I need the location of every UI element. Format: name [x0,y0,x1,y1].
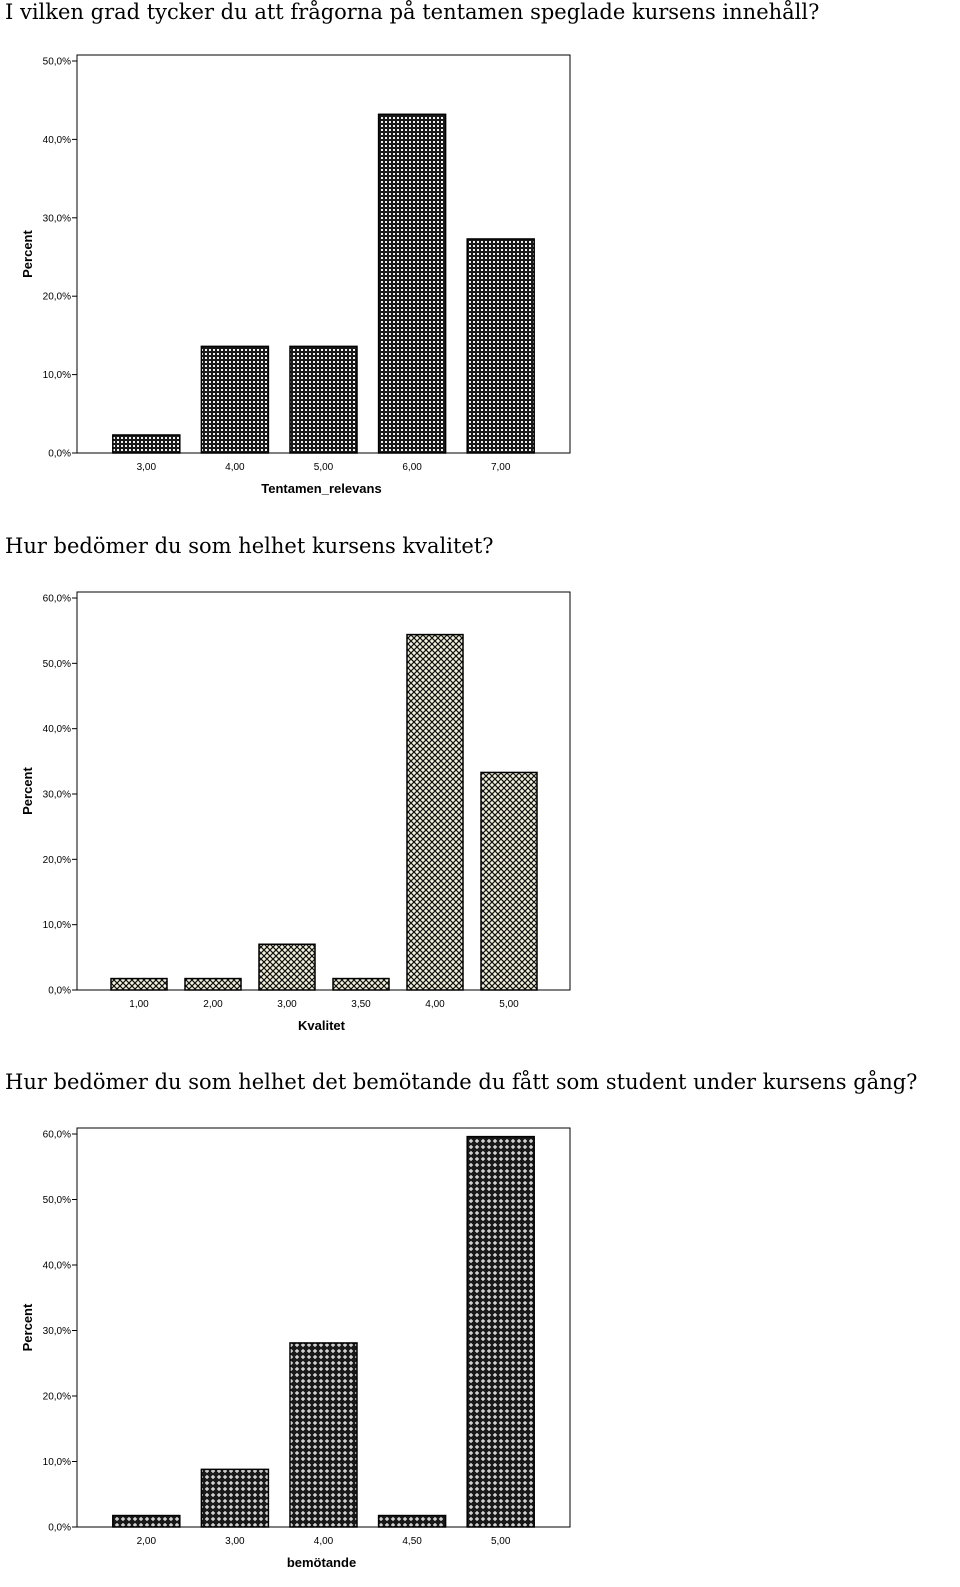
bar-7-00 [467,239,534,453]
y-tick-label: 0,0% [48,448,71,460]
chart-kvalitet [0,578,960,1048]
question-1-title: I vilken grad tycker du att frågorna på tentamen speglade kursens innehåll? [5,0,820,24]
bar-3-00 [259,944,315,990]
y-tick-label: 10,0% [42,370,71,382]
y-tick-label: 40,0% [42,134,71,146]
chart-bemotande [0,1114,960,1587]
bar-5-00 [481,772,537,990]
question-3-title: Hur bedömer du som helhet det bemötande du fått som student under kursens gång? [5,1070,918,1094]
x-tick-label: 4,00 [425,999,445,1010]
x-tick-label: 4,00 [313,1536,334,1547]
bar-4-00 [201,346,268,453]
bar-1-00 [111,979,167,990]
y-tick-label: 10,0% [42,1457,71,1468]
bar-5-00 [467,1137,534,1527]
bar-6-00 [379,114,446,453]
x-axis-title: bemötande [286,1555,357,1570]
y-tick-label: 60,0% [42,1129,71,1141]
x-tick-label: 1,00 [129,999,149,1010]
question-2-title: Hur bedömer du som helhet kursens kvalitet? [5,534,494,558]
bar-5-00 [290,346,357,453]
x-axis-title: Kvalitet [298,1018,345,1033]
bar-4-50 [379,1516,446,1527]
y-tick-label: 0,0% [48,1522,71,1534]
bar-3-00 [201,1469,268,1527]
x-tick-label: 4,00 [225,462,245,473]
y-tick-label: 30,0% [42,213,71,225]
x-tick-label: 3,00 [136,462,157,473]
y-tick-label: 20,0% [42,1391,71,1403]
bar-4-00 [407,635,463,990]
y-axis-title: Percent [20,767,35,815]
bar-3-50 [333,979,389,990]
y-tick-label: 20,0% [42,291,71,303]
x-tick-label: 2,00 [136,1536,157,1547]
y-tick-label: 60,0% [42,593,71,605]
bar-2-00 [113,1516,180,1527]
x-tick-label: 4,50 [402,1536,422,1547]
x-tick-label: 3,00 [225,1536,245,1547]
bar-4-00 [290,1343,357,1527]
bar-3-00 [113,435,180,453]
y-tick-label: 10,0% [42,920,71,932]
y-tick-label: 50,0% [42,1195,71,1206]
chart-tentamen-relevans [0,40,960,510]
x-axis-title: Tentamen_relevans [261,481,382,496]
y-tick-label: 30,0% [42,1326,71,1337]
x-tick-label: 3,50 [351,999,371,1010]
y-axis-title: Percent [20,230,35,278]
y-tick-label: 40,0% [42,1260,71,1272]
y-tick-label: 20,0% [42,854,71,866]
y-tick-label: 0,0% [48,985,71,997]
x-tick-label: 5,00 [313,462,334,473]
y-tick-label: 50,0% [42,56,71,68]
x-tick-label: 5,00 [499,999,519,1010]
y-axis-title: Percent [20,1303,35,1352]
bar-2-00 [185,979,241,990]
y-tick-label: 40,0% [42,724,71,736]
x-tick-label: 5,00 [490,1536,511,1547]
x-tick-label: 6,00 [402,462,422,473]
y-tick-label: 30,0% [42,789,71,801]
x-tick-label: 2,00 [203,999,223,1010]
x-tick-label: 7,00 [490,462,511,473]
y-tick-label: 50,0% [42,658,71,670]
x-tick-label: 3,00 [277,999,297,1010]
